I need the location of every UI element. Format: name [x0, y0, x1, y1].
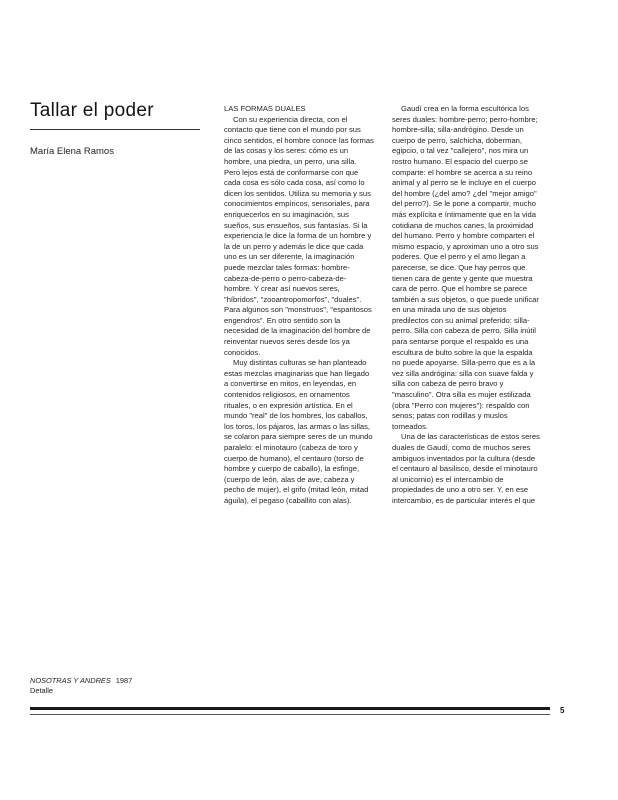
footer-rule-thin: [30, 714, 550, 715]
author-name: María Elena Ramos: [30, 146, 114, 157]
paragraph: Con su experiencia directa, con el contacto que tiene con el mundo por sus cinco sentidos, el hombre conoce las formas de las cosas y los seres: cómo es un hombre, una piedra, un perro, una silla. Pero lejos está de conformarse con que cada cosa es sólo cada cosa, así como lo dicen los sentidos. Utiliza su memoria y sus conocimientos empíricos, sensoriales, para enriquecerlos en su imaginación, sus sueños, sus ensueños, sus fantasías. Si la experiencia le dice la forma de un hombre y la de un perro y además le dice que cada uno es un ser diferente, la imaginación puede mezclar tales formas: hombre-cabeza-de-perro o perro-cabeza-de-hombre. Y crear así nuevos seres, "híbridos", "zooantropomorfos", "duales". Para algunos son "monstruos", "espantosos engendros". En otro sentido son la necesidad de la imaginación del hombre de reinventar nuevos seres desde los ya conocidos.: [224, 114, 374, 357]
image-caption: [30, 676, 132, 695]
section-heading: LAS FORMAS DUALES: [224, 104, 306, 113]
title-divider: [30, 129, 200, 130]
footer-rule: [30, 707, 550, 710]
caption-detail: Detalle: [30, 685, 54, 695]
caption-title: NOSOTRAS Y ANDRES: [30, 676, 111, 685]
page-title: Tallar el poder: [30, 100, 154, 121]
page-number: 5: [560, 706, 565, 715]
paragraph: Muy distintas culturas se han planteado estas mezclas imaginarias que han llegado a convertirse en mitos, en leyendas, en contenidos religiosos, en ornamentos rituales, o en expresión artística. En el mundo "real" de los hombres, los caballos, los toros, los pájaros, las armas o las sillas, se colaron para siempre seres de un mundo paralelo: el minotauro (cabeza de toro y cuerpo de humano), el centauro (torso de hombre y cuerpo de caballo), la esfinge, (cuerpo de león, alas de ave, cabeza y pecho de mujer), el grifo (mitad león, mitad águila), el pegaso (caballito con alas).: [224, 358, 373, 505]
paragraph: Una de las características de estos seres duales de Gaudí, como de muchos seres ambiguos inventados por la cultura (desde el centauro al basilisco, desde el minotauro al unicornio) es el intercambio de propiedades de uno a otro ser. Y, en ese intercambio, es de particular interés el que: [392, 432, 540, 505]
caption-year: 1987: [115, 676, 133, 685]
paragraph: Gaudí crea en la forma escultórica los seres duales: hombre-perro; perro-hombre; hombre-silla; silla-andrógino. Desde un cuerpo de perro, salchicha, doberman, egipcio, o tal vez "callejero", nos mira un rostro humano. El espacio del cuerpo se comparte: el hombre se acerca a su reino animal y al perro se le incluye en el cuerpo del hombre (¿del amo? ¿del "mejor amigo" del perro?). Se le pone a compartir, mucho más explícita e íntimamente que en la vida cotidiana de muchos canes, la proximidad del humano. Perro y hombre comparten el mismo espacio, y aproximan uno a otro sus poderes. Que el perro y el amo llegan a parecerse, se dice. Que hay perros que tienen cara de gente y gente que muestra cara de perro. Que el hombre se parece también a sus objetos, o que puede unificar en una mirada uno de sus objetos predilectos con su animal preferido: silla-perro. Silla con cabeza de perro. Silla inútil para sentarse porque el respaldo es una escultura de bulto sobre la que la espalda no puede apoyarse. Silla-perro que es a la vez silla andrógina: silla con suave falda y silla con cabeza de perro bravo y "masculino". Otra silla es mujer estilizada (obra "Perro con mujeres"): respaldo con senos; patas con rodillas y muslos torneados.: [392, 104, 539, 431]
text-column-1: [224, 104, 374, 507]
text-column-2: [392, 104, 542, 507]
